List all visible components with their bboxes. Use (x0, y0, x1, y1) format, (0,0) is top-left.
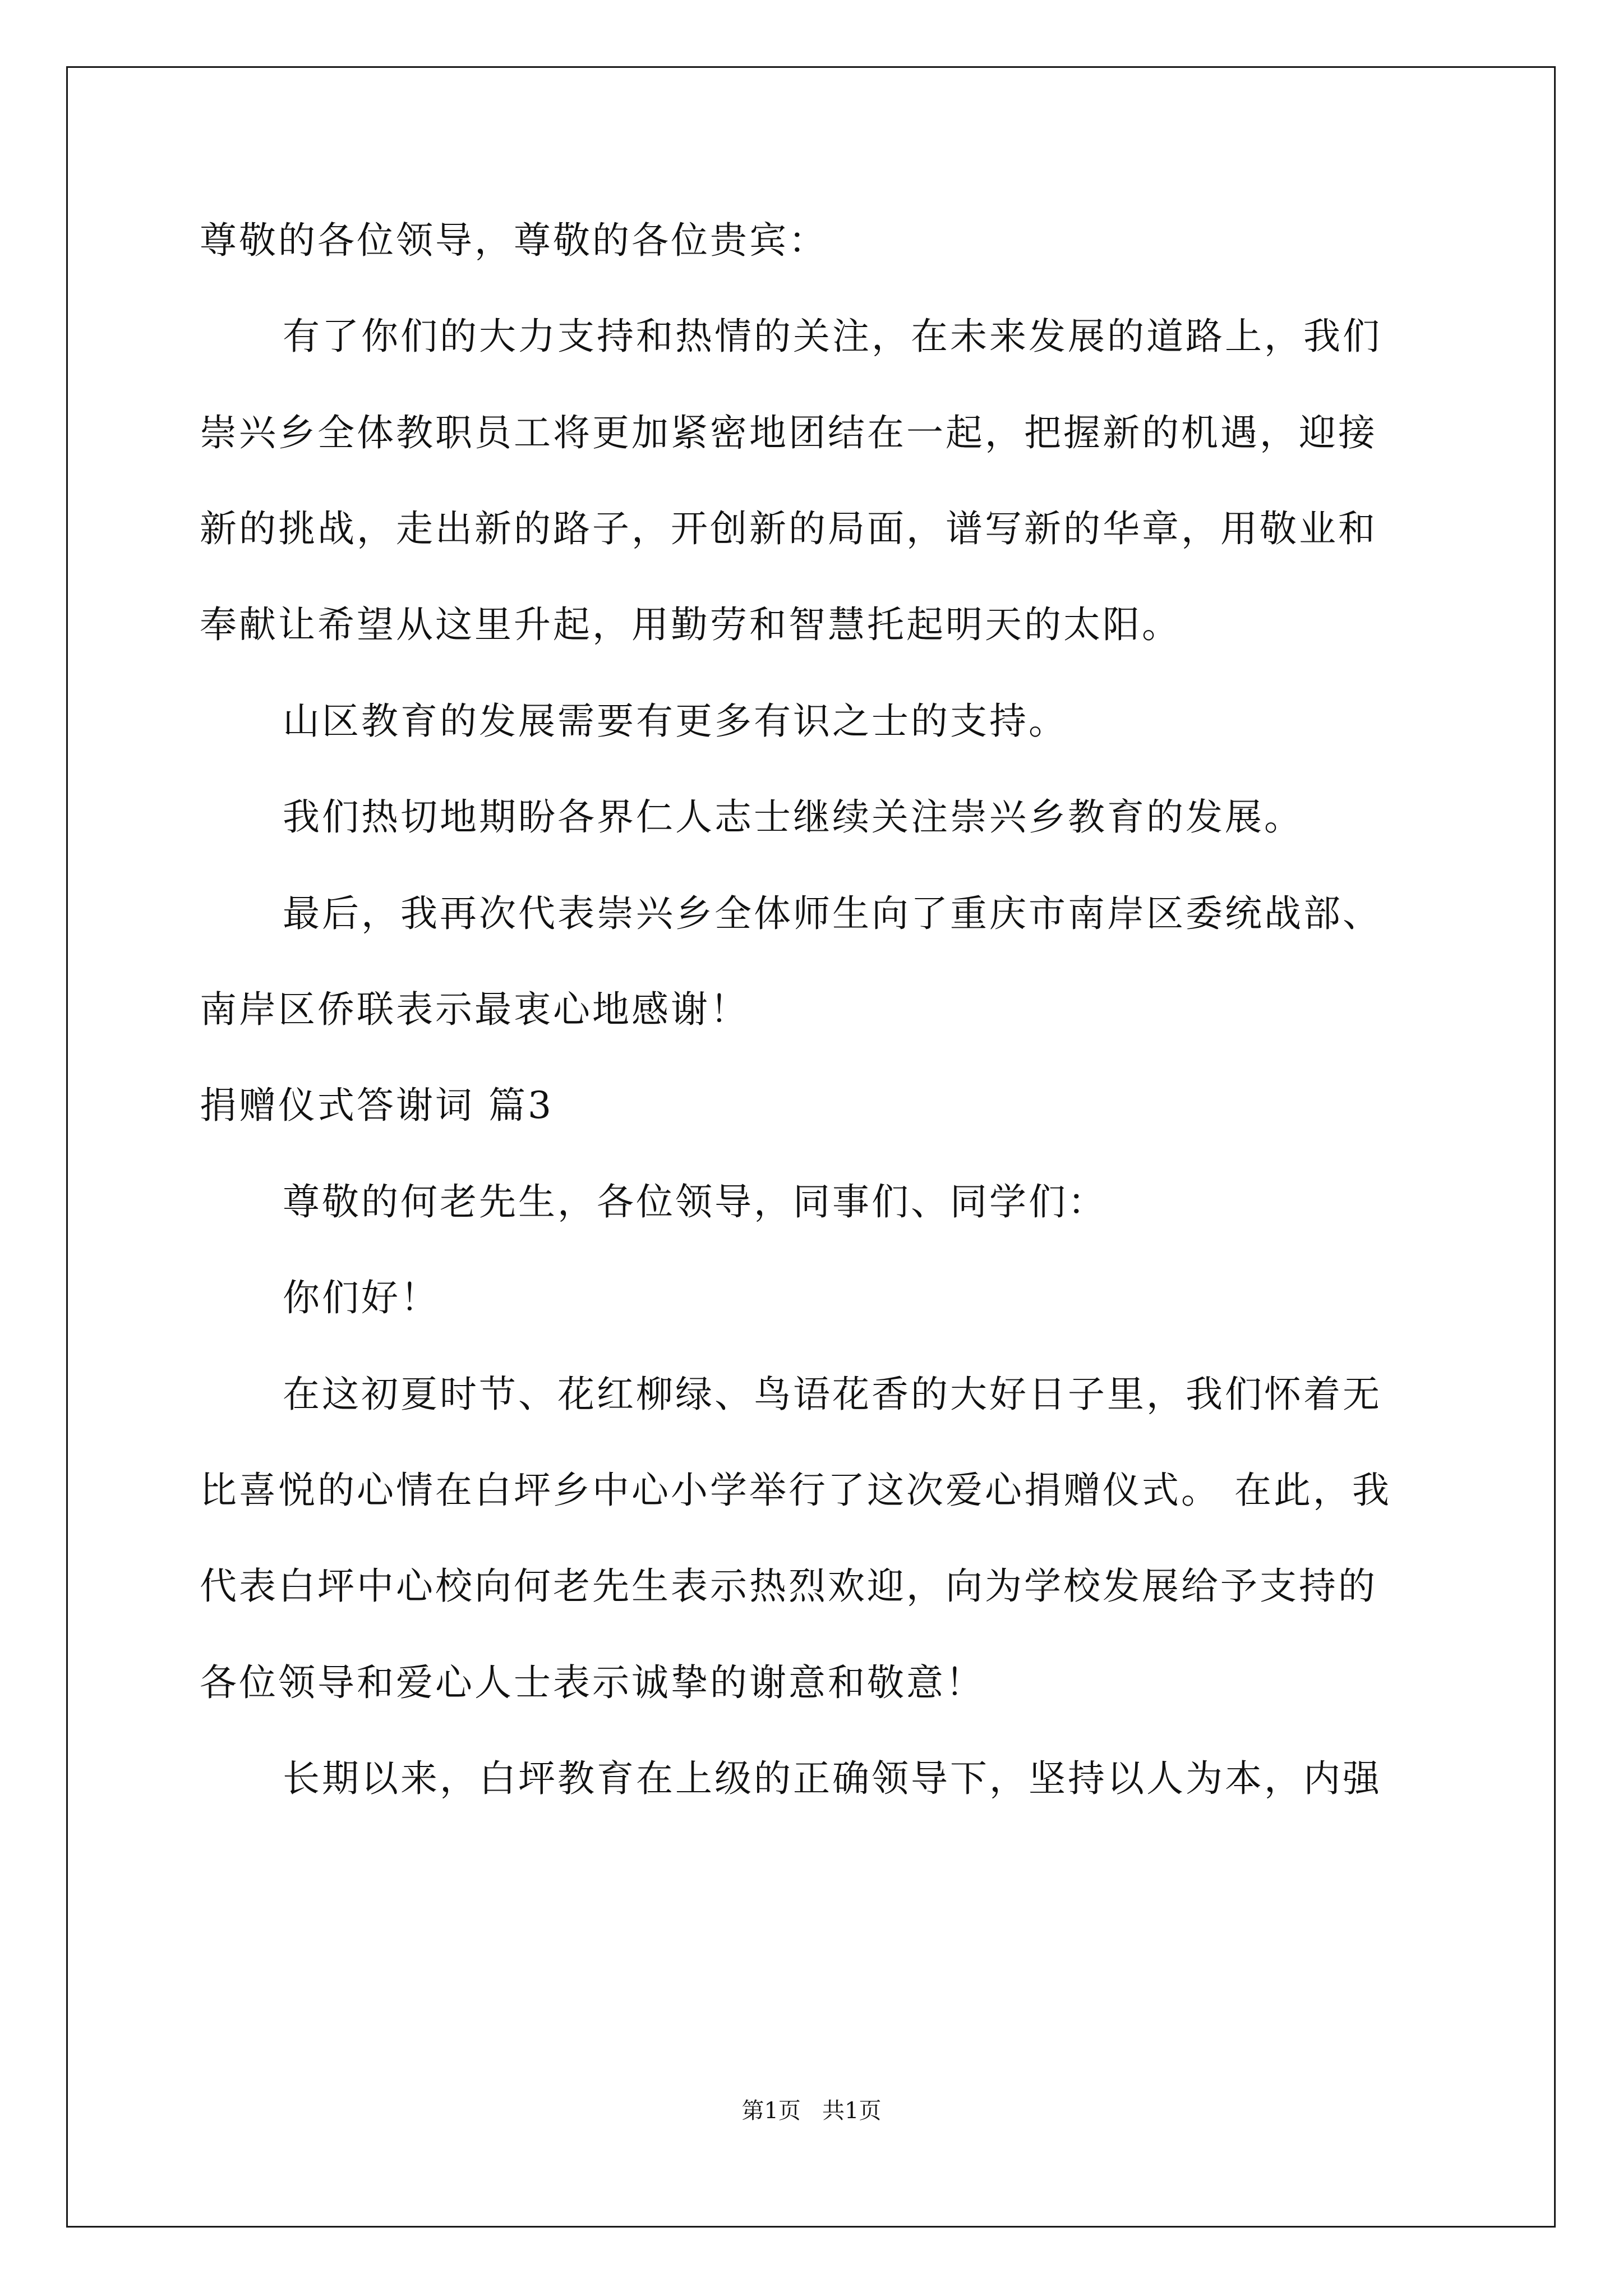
greeting-line: 你们好！ (283, 1276, 440, 1319)
page-number-footer: 第1页 共1页 (741, 2098, 882, 2124)
paragraph-line: 各位领导和爱心人士表示诚挚的谢意和敬意！ (200, 1661, 985, 1704)
paragraph-line: 最后，我再次代表崇兴乡全体师生向了重庆市南岸区委统战部、 (283, 892, 1382, 935)
paragraph-line: 崇兴乡全体教职员工将更加紧密地团结在一起，把握新的机遇，迎接 (200, 411, 1377, 454)
page-border (66, 66, 1556, 2228)
paragraph-line: 奉献让希望从这里升起，用勤劳和智慧托起明天的太阳。 (200, 603, 1181, 646)
paragraph-line: 长期以来，白坪教育在上级的正确领导下，坚持以人为本，内强 (283, 1757, 1382, 1800)
section-heading: 捐赠仪式答谢词 篇3 (200, 1084, 554, 1127)
paragraph-line: 代表白坪中心校向何老先生表示热烈欢迎，向为学校发展给予支持的 (200, 1565, 1377, 1608)
paragraph-line: 南岸区侨联表示最衷心地感谢！ (200, 988, 749, 1031)
salutation-line: 尊敬的何老先生，各位领导，同事们、同学们： (283, 1180, 1107, 1223)
paragraph-line: 山区教育的发展需要有更多有识之士的支持。 (283, 700, 1068, 743)
paragraph-line: 有了你们的大力支持和热情的关注，在未来发展的道路上，我们 (283, 315, 1382, 358)
paragraph-line: 在这初夏时节、花红柳绿、鸟语花香的大好日子里，我们怀着无 (283, 1373, 1382, 1416)
paragraph-line: 我们热切地期盼各界仁人志士继续关注崇兴乡教育的发展。 (283, 795, 1303, 839)
paragraph-line: 新的挑战，走出新的路子，开创新的局面，谱写新的华章，用敬业和 (200, 507, 1377, 550)
salutation-line: 尊敬的各位领导，尊敬的各位贵宾： (200, 219, 828, 262)
paragraph-line: 比喜悦的心情在白坪乡中心小学举行了这次爱心捐赠仪式。 在此，我 (200, 1469, 1391, 1512)
